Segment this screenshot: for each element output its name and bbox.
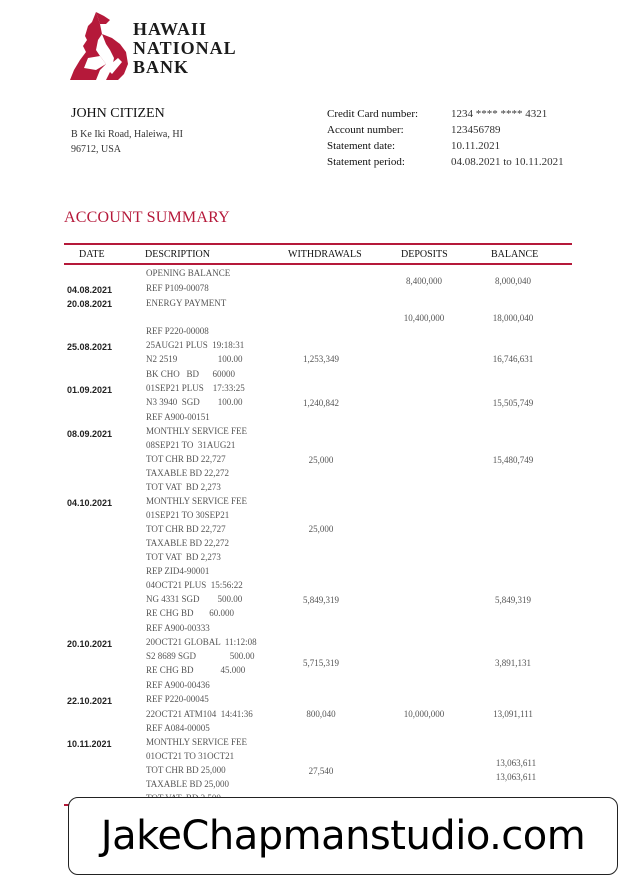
description-line: S2 8689 SGD 500.00 [146,651,255,661]
statement-date-label: Statement date: [327,140,396,152]
description-line: TOT VAT BD 2,273 [146,552,221,562]
transaction-date: 22.10.2021 [67,696,113,706]
balance-amount: 13,091,111 [493,709,533,719]
description-line: N3 3940 SGD 100.00 [146,397,243,407]
withdrawal-amount: 1,253,349 [303,354,339,364]
description-line: OPENING BALANCE [146,268,231,278]
transaction-date: 04.08.2021 [67,285,113,295]
description-line: REF P220-00045 [146,694,209,704]
description-line: REF P220-00008 [146,326,209,336]
withdrawal-amount: 5,715,319 [303,658,339,668]
description-line: REF A900-00333 [146,623,210,633]
column-header-description: DESCRIPTION [145,249,211,260]
balance-amount: 13,063,611 [495,758,537,768]
balance-amount: 3,891,131 [495,658,531,668]
withdrawal-amount: 25,000 [308,455,334,465]
description-line: REF A900-00436 [146,680,210,690]
description-line: ENERGY PAYMENT [146,298,227,308]
customer-name: JOHN CITIZEN [71,106,165,121]
statement-period-value: 04.08.2021 to 10.11.2021 [451,156,564,168]
description-line: REP ZID4-90001 [146,566,210,576]
description-line: TAXABLE BD 22,272 [146,468,230,478]
column-header-balance: BALANCE [491,249,539,260]
description-line: NG 4331 SGD 500.00 [146,594,243,604]
address-line: B Ke Iki Road, Haleiwa, HI [71,129,183,140]
deposit-amount: 10,000,000 [403,709,445,719]
description-line: RE CHG BD 45.000 [146,665,246,675]
statement-period-label: Statement period: [327,156,405,168]
watermark-text: JakeChapmanstudio.com [100,813,586,859]
account-summary-title: ACCOUNT SUMMARY [64,209,230,226]
deposit-amount: 10,400,000 [403,313,445,323]
description-line: 08SEP21 TO 31AUG21 [146,440,236,450]
description-line: TOT CHR BD 25,000 [146,765,226,775]
balance-amount: 15,480,749 [492,455,534,465]
transaction-date: 01.09.2021 [67,385,113,395]
watermark-banner [68,797,618,875]
description-line: 04OCT21 PLUS 15:56:22 [146,580,243,590]
column-header-date: DATE [79,249,105,260]
description-line: 22OCT21 ATM104 14:41:36 [146,709,253,719]
description-line: REF A900-00151 [146,412,210,422]
description-line: MONTHLY SERVICE FEE [146,426,248,436]
description-line: BK CHO BD 60000 [146,369,236,379]
account-number-value: 123456789 [451,124,501,136]
transaction-date: 20.10.2021 [67,639,113,649]
description-line: 01SEP21 TO 30SEP21 [146,510,230,520]
description-line: MONTHLY SERVICE FEE [146,496,248,506]
transaction-date: 04.10.2021 [67,498,113,508]
withdrawal-amount: 800,040 [306,709,336,719]
deposit-amount: 8,400,000 [406,276,442,286]
description-line: N2 2519 100.00 [146,354,243,364]
balance-amount: 5,849,319 [495,595,531,605]
withdrawal-amount: 27,540 [308,766,334,776]
credit-card-value: 1234 **** **** 4321 [451,108,548,120]
account-number-label: Account number: [327,124,404,136]
withdrawal-amount: 1,240,842 [303,398,339,408]
description-line: 20OCT21 GLOBAL 11:12:08 [146,637,257,647]
credit-card-label: Credit Card number: [327,108,419,120]
description-line: TAXABLE BD 25,000 [146,779,230,789]
transaction-date: 25.08.2021 [67,342,113,352]
withdrawal-amount: 5,849,319 [303,595,339,605]
statement-date-value: 10.11.2021 [451,140,501,152]
description-line: TOT VAT BD 2,273 [146,482,221,492]
transaction-date: 20.08.2021 [67,299,113,309]
description-line: 25AUG21 PLUS 19:18:31 [146,340,245,350]
description-line: TOT CHR BD 22,727 [146,524,226,534]
description-line: REF P109-00078 [146,283,209,293]
bank-name-line: NATIONAL [133,38,237,58]
balance-amount: 18,000,040 [492,313,534,323]
address-line: 96712, USA [71,144,122,155]
description-line: TOT CHR BD 22,727 [146,454,226,464]
description-line: 01OCT21 TO 31OCT21 [146,751,235,761]
description-line: RE CHG BD 60.000 [146,608,235,618]
bank-name-line: HAWAII [133,19,208,39]
description-line: 01SEP21 PLUS 17:33:25 [146,383,245,393]
transaction-date: 08.09.2021 [67,429,113,439]
balance-amount: 8,000,040 [495,276,531,286]
description-line: REF A084-00005 [146,723,210,733]
description-line: TAXABLE BD 22,272 [146,538,230,548]
transaction-date: 10.11.2021 [67,739,112,749]
balance-amount: 16,746,631 [492,354,534,364]
balance-amount: 15,505,749 [492,398,534,408]
withdrawal-amount: 25,000 [308,524,334,534]
column-header-withdrawals: WITHDRAWALS [288,249,362,260]
balance-amount: 13,063,611 [495,772,537,782]
description-line: MONTHLY SERVICE FEE [146,737,248,747]
column-header-deposits: DEPOSITS [401,249,448,260]
bank-name-line: BANK [133,57,190,77]
